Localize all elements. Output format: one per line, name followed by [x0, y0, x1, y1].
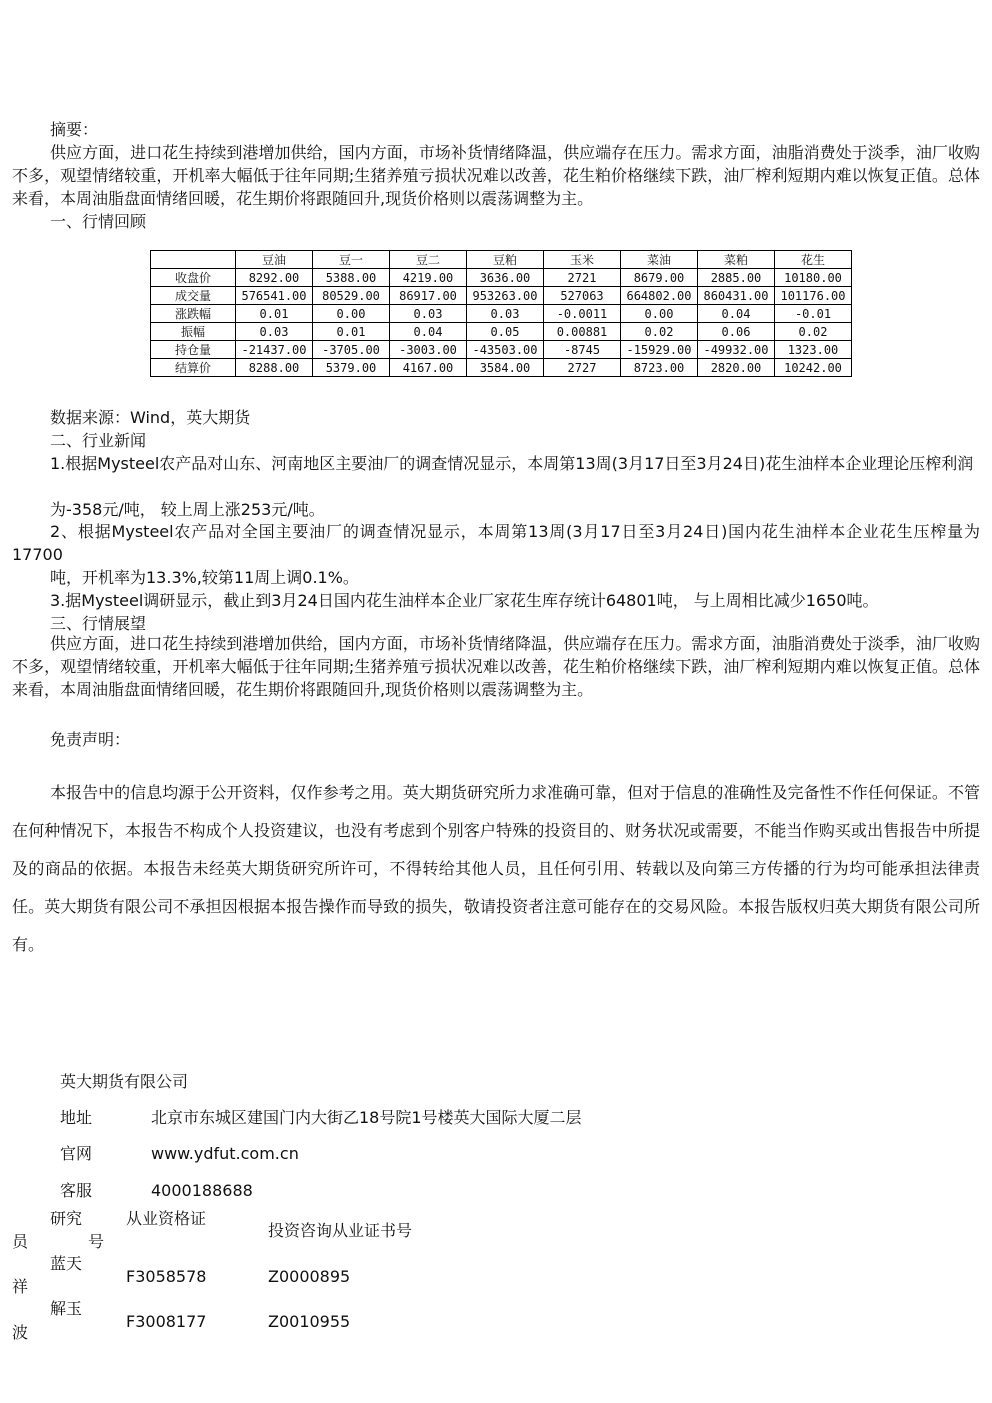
section1-heading: 一、行情回顾 — [50, 212, 147, 231]
table-header-cell: 豆粕 — [467, 251, 544, 269]
table-cell: 0.04 — [698, 305, 775, 323]
table-cell: 8288.00 — [236, 359, 313, 377]
table-cell: 2727 — [544, 359, 621, 377]
table-cell: 4167.00 — [390, 359, 467, 377]
website-link[interactable]: www.ydfut.com.cn — [151, 1144, 299, 1163]
table-cell: -0.0011 — [544, 305, 621, 323]
table-cell: 860431.00 — [698, 287, 775, 305]
table-cell: 101176.00 — [775, 287, 852, 305]
website-label: 官网 — [60, 1144, 93, 1163]
table-header-cell — [151, 251, 236, 269]
table-row — [151, 287, 852, 305]
table-cell: 527063 — [544, 287, 621, 305]
section3-heading: 三、行情展望 — [50, 614, 147, 633]
table-cell: 涨跌幅 — [151, 305, 236, 323]
address-value: 北京市东城区建国门内大街乙18号院1号楼英大国际大厦二层 — [151, 1108, 582, 1127]
company-name: 英大期货有限公司 — [60, 1072, 189, 1091]
table-cell: 0.01 — [236, 305, 313, 323]
table-header-cell: 豆二 — [390, 251, 467, 269]
summary-heading: 摘要： — [50, 120, 99, 139]
news-item-2: 2、根据Mysteel农产品对全国主要油厂的调查情况显示，本周第13周(3月17日至3月24日)国内花生油样本企业花生压榨量为17700 — [12, 522, 980, 564]
table-cell: -0.01 — [775, 305, 852, 323]
table-cell: 0.03 — [467, 305, 544, 323]
table-cell: -3003.00 — [390, 341, 467, 359]
service-label: 客服 — [60, 1181, 93, 1200]
table-cell: 0.00881 — [544, 323, 621, 341]
table-cell: 结算价 — [151, 359, 236, 377]
researcher-name-a: 解玉 — [50, 1299, 83, 1318]
table-cell: 1323.00 — [775, 341, 852, 359]
table-cell: -21437.00 — [236, 341, 313, 359]
table-cell: 576541.00 — [236, 287, 313, 305]
table-cell: 0.04 — [390, 323, 467, 341]
disclaimer-body: 本报告中的信息均源于公开资料，仅作参考之用。英大期货研究所力求准确可靠，但对于信息的准确性及完备性不作任何保证。不管在何种情况下，本报告不构成个人投资建议，也没有考虑到个别客户特殊的投资目的、财务状况或需要，不能当作购买或出售报告中所提及的商品的依据。本报告未经英大期货研究所许可，不得转给其他人员，且任何引用、转载以及向第三方传播的行为均可能承担法律责任。英大期货有限公司不承担因根据本报告操作而导致的损失，敬请投资者注意可能存在的交易风险。本报告版权归英大期货有限公司所有。 — [12, 783, 980, 954]
table-cell: 0.00 — [621, 305, 698, 323]
table-cell: 2885.00 — [698, 269, 775, 287]
table-cell: 8292.00 — [236, 269, 313, 287]
table-cell: 86917.00 — [390, 287, 467, 305]
table-row — [151, 305, 852, 323]
table-header-cell: 玉米 — [544, 251, 621, 269]
table-row — [151, 323, 852, 341]
table-cell: 10180.00 — [775, 269, 852, 287]
table-cell: 2820.00 — [698, 359, 775, 377]
qualification-header-b: 号 — [88, 1232, 105, 1251]
outlook-body: 供应方面，进口花生持续到港增加供给，国内方面，市场补货情绪降温，供应端存在压力。需求方面，油脂消费处于淡季，油厂收购不多，观望情绪较重，开机率大幅低于往年同期;生猪养殖亏损状况难以改善，花生粕价格继续下跌，油厂榨利短期内难以恢复正值。总体来看，本周油脂盘面情绪回暖，花生期价将跟随回升,现货价格则以震荡调整为主。 — [12, 634, 980, 699]
table-header-cell: 豆一 — [313, 251, 390, 269]
table-cell: 5379.00 — [313, 359, 390, 377]
table-cell: 0.02 — [621, 323, 698, 341]
table-cell: 8723.00 — [621, 359, 698, 377]
table-cell: 10242.00 — [775, 359, 852, 377]
table-cell: 振幅 — [151, 323, 236, 341]
researcher-header-a: 研究 — [50, 1209, 83, 1228]
table-cell: 0.01 — [313, 323, 390, 341]
consult-number: Z0000895 — [268, 1267, 351, 1286]
table-header-cell: 菜粕 — [698, 251, 775, 269]
researcher-name-b: 波 — [12, 1323, 29, 1342]
table-header-row — [151, 251, 852, 269]
table-cell: -43503.00 — [467, 341, 544, 359]
table-cell: 3584.00 — [467, 359, 544, 377]
table-cell: -15929.00 — [621, 341, 698, 359]
table-cell: 80529.00 — [313, 287, 390, 305]
table-cell: 收盘价 — [151, 269, 236, 287]
table-cell: -3705.00 — [313, 341, 390, 359]
news-item-2-cont: 吨，开机率为13.3%,较第11周上调0.1%。 — [50, 568, 359, 587]
table-cell: 0.03 — [390, 305, 467, 323]
table-row — [151, 269, 852, 287]
service-phone: 4000188688 — [151, 1181, 253, 1200]
table-cell: 4219.00 — [390, 269, 467, 287]
table-header-cell: 豆油 — [236, 251, 313, 269]
qualification-number: F3058578 — [126, 1267, 207, 1286]
address-label: 地址 — [60, 1108, 93, 1127]
researcher-name-b: 祥 — [12, 1277, 29, 1296]
table-row — [151, 341, 852, 359]
table-cell: 2721 — [544, 269, 621, 287]
news-item-3: 3.据Mysteel调研显示，截止到3月24日国内花生油样本企业厂家花生库存统计64801吨， 与上周相比减少1650吨。 — [50, 591, 879, 610]
table-cell: -49932.00 — [698, 341, 775, 359]
table-cell: 0.05 — [467, 323, 544, 341]
table-cell: 0.03 — [236, 323, 313, 341]
summary-body: 供应方面，进口花生持续到港增加供给，国内方面，市场补货情绪降温，供应端存在压力。需求方面，油脂消费处于淡季，油厂收购不多，观望情绪较重，开机率大幅低于往年同期;生猪养殖亏损状况难以改善，花生粕价格继续下跌，油厂榨利短期内难以恢复正值。总体来看，本周油脂盘面情绪回暖，花生期价将跟随回升,现货价格则以震荡调整为主。 — [12, 143, 980, 208]
table-row — [151, 359, 852, 377]
table-header-cell: 花生 — [775, 251, 852, 269]
table-cell: -8745 — [544, 341, 621, 359]
table-cell: 0.00 — [313, 305, 390, 323]
market-table — [150, 250, 852, 377]
qualification-number: F3008177 — [126, 1312, 207, 1331]
consult-header: 投资咨询从业证书号 — [268, 1221, 413, 1240]
section2-heading: 二、行业新闻 — [50, 431, 147, 450]
table-cell: 953263.00 — [467, 287, 544, 305]
qualification-header-a: 从业资格证 — [126, 1209, 207, 1228]
researcher-header-b: 员 — [12, 1232, 29, 1251]
table-cell: 0.06 — [698, 323, 775, 341]
table-cell: 664802.00 — [621, 287, 698, 305]
table-cell: 8679.00 — [621, 269, 698, 287]
table-cell: 3636.00 — [467, 269, 544, 287]
table-cell: 5388.00 — [313, 269, 390, 287]
table-cell: 持仓量 — [151, 341, 236, 359]
disclaimer-heading: 免责声明： — [50, 730, 131, 749]
consult-number: Z0010955 — [268, 1312, 351, 1331]
news-item-1-cont: 为-358元/吨， 较上周上涨253元/吨。 — [50, 500, 325, 519]
table-cell: 0.02 — [775, 323, 852, 341]
table-header-cell: 菜油 — [621, 251, 698, 269]
researcher-name-a: 蓝天 — [50, 1254, 83, 1273]
table-cell: 成交量 — [151, 287, 236, 305]
data-source: 数据来源：Wind，英大期货 — [50, 408, 251, 427]
news-item-1: 1.根据Mysteel农产品对山东、河南地区主要油厂的调查情况显示，本周第13周(3月17日至3月24日)花生油样本企业理论压榨利润 — [50, 454, 974, 473]
